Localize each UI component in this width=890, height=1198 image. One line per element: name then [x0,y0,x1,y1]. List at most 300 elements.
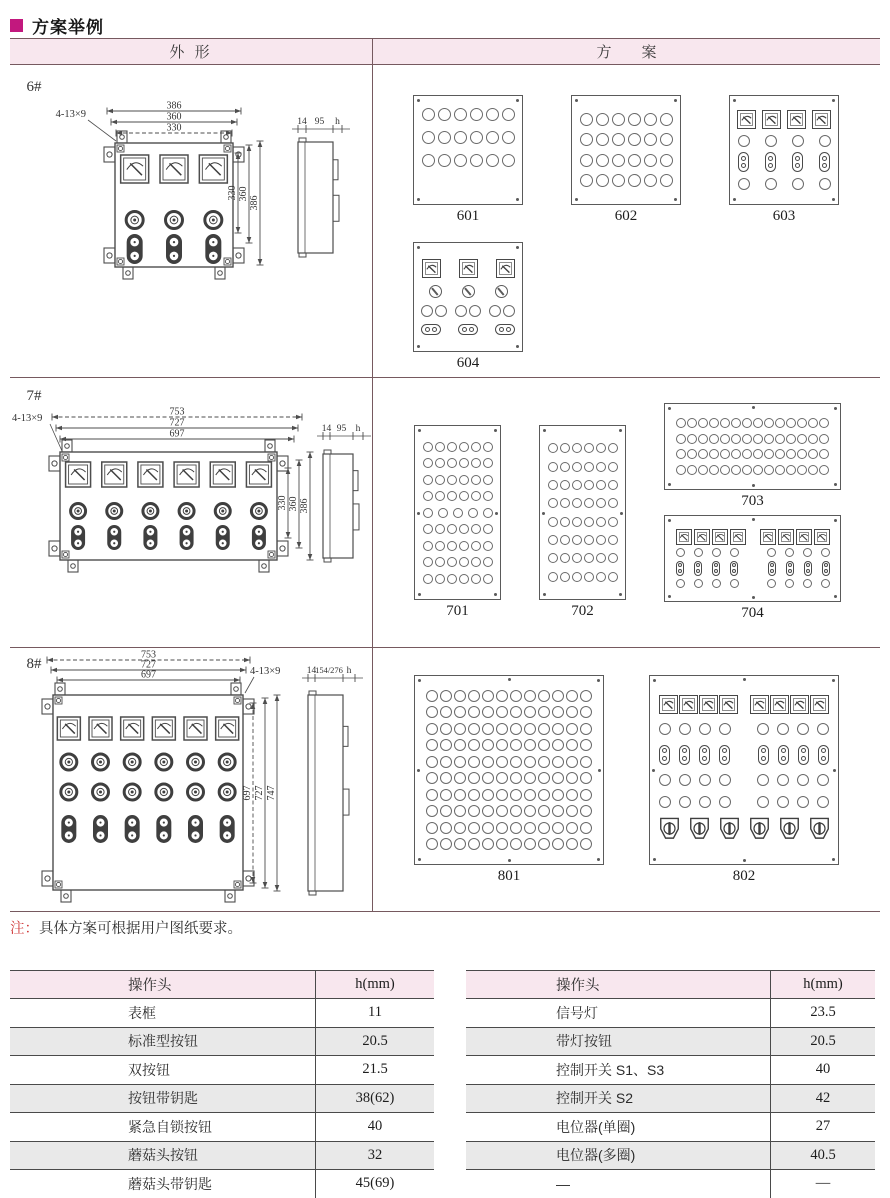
button-circle-icon [524,772,536,784]
button-circle-icon [440,838,452,850]
double-button-dot-icon [506,327,511,332]
double-button-dot-icon [499,327,504,332]
button-circle-icon [471,524,481,534]
scheme-row [423,756,595,768]
button-circle-icon [459,557,469,567]
meter-icon [712,529,728,545]
scheme-row [548,553,617,563]
button-circle-icon [786,434,796,444]
button-circle-icon [471,442,481,452]
svg-text:4-13×9: 4-13×9 [55,109,86,120]
svg-text:360: 360 [166,111,182,123]
table-cell-value: 21.5 [315,1056,434,1084]
table-row [466,1113,875,1142]
double-button-dot-icon [761,748,766,753]
button-circle-icon [797,796,809,808]
outline-drawing-7 [10,378,372,648]
button-circle-icon [435,524,445,534]
button-circle-icon [454,838,466,850]
scheme-rows [415,676,603,864]
svg-text:697: 697 [141,669,156,681]
button-circle-icon [584,480,594,490]
button-circle-icon [580,739,592,751]
button-circle-icon [566,805,578,817]
button-circle-icon [447,574,457,584]
scheme-panel-701 [414,425,501,600]
button-circle-icon [426,789,438,801]
button-circle-icon [660,113,673,126]
button-circle-icon [699,796,711,808]
schemes-cell [372,648,880,911]
button-circle-icon [566,723,578,735]
svg-text:330: 330 [227,185,238,201]
scheme-row [673,548,832,557]
button-circle-icon [538,756,550,768]
table-row [10,1142,434,1171]
scheme-row [658,796,830,808]
rotary-switch-icon [779,817,800,845]
button-circle-icon [712,548,721,557]
button-circle-icon [584,572,594,582]
button-circle-icon [764,449,774,459]
meter-icon [679,695,698,714]
button-circle-icon [572,443,582,453]
button-circle-icon [471,475,481,485]
button-circle-icon [676,548,685,557]
button-circle-icon [608,535,618,545]
schemes-cell [372,378,880,647]
rotary-switch-icon [749,817,770,845]
meter-icon [496,259,515,278]
button-circle-icon [510,822,522,834]
table-cell-label: 控制开关 S1、S3 [556,1061,665,1078]
button-circle-icon [731,434,741,444]
scheme-row [738,135,830,147]
button-circle-icon [808,434,818,444]
button-circle-icon [435,475,445,485]
button-circle-icon [459,442,469,452]
button-circle-icon [538,822,550,834]
button-circle-icon [765,135,777,147]
button-circle-icon [459,491,469,501]
button-circle-icon [435,541,445,551]
scheme-row [423,508,492,518]
button-circle-icon [596,553,606,563]
outline-cell [10,378,372,647]
selector-switch-icon [429,285,442,298]
scheme-row [422,108,514,121]
button-circle-icon [687,449,697,459]
button-circle-icon [730,548,739,557]
button-circle-icon [459,524,469,534]
button-circle-icon [628,113,641,126]
table-cell-value: 11 [315,999,434,1027]
button-circle-icon [459,475,469,485]
button-circle-icon [510,789,522,801]
button-circle-icon [468,756,480,768]
button-circle-icon [566,789,578,801]
button-circle-icon [538,805,550,817]
scheme-row [548,462,617,472]
meter-icon [750,695,769,714]
scheme-row [423,574,492,584]
svg-text:154/276: 154/276 [315,665,343,675]
button-circle-icon [502,108,515,121]
button-circle-icon [738,135,750,147]
button-circle-icon [470,154,483,167]
table-cell-label: 控制开关 S2 [556,1090,634,1107]
table-cell-label: 操作头 [556,978,600,994]
button-circle-icon [435,574,445,584]
double-button-icon [822,561,830,576]
button-circle-icon [524,838,536,850]
svg-text:14: 14 [321,424,332,434]
scheme-row [548,498,617,508]
button-circle-icon [596,443,606,453]
double-button-dot-icon [682,748,687,753]
button-circle-icon [548,553,558,563]
button-circle-icon [440,739,452,751]
button-circle-icon [644,154,657,167]
button-circle-icon [819,434,829,444]
svg-text:747: 747 [266,785,277,801]
scheme-row [658,774,830,786]
button-pair [489,305,515,317]
button-circle-icon [426,723,438,735]
button-circle-icon [742,449,752,459]
button-circle-icon [580,133,593,146]
button-circle-icon [510,805,522,817]
button-circle-icon [709,418,719,428]
scheme-panel-802 [649,675,839,865]
button-circle-icon [679,774,691,786]
button-circle-icon [720,434,730,444]
button-circle-icon [694,548,703,557]
button-circle-icon [742,465,752,475]
button-circle-icon [608,498,618,508]
svg-text:4-13×9: 4-13×9 [250,666,281,677]
scheme-caption: 701 [446,603,469,619]
button-circle-icon [596,133,609,146]
button-circle-icon [797,434,807,444]
svg-text:h: h [355,424,361,434]
double-button-dot-icon [662,756,667,761]
button-circle-icon [560,480,570,490]
button-circle-icon [482,706,494,718]
scheme-panel-801 [414,675,604,865]
double-button-icon [421,324,441,335]
button-circle-icon [679,723,691,735]
svg-text:14: 14 [297,117,307,127]
button-circle-icon [687,418,697,428]
button-circle-icon [496,772,508,784]
button-circle-icon [496,690,508,702]
double-button-icon [738,152,749,172]
svg-text:386: 386 [166,100,182,112]
double-button-dot-icon [696,563,700,567]
double-button-icon [458,324,478,335]
svg-text:386: 386 [249,195,260,211]
double-button-icon [730,561,738,576]
table-cell-value: 20.5 [770,1028,875,1056]
scheme-row [673,418,832,428]
button-circle-icon [817,723,829,735]
button-circle-icon [817,774,829,786]
button-circle-icon [786,449,796,459]
button-circle-icon [698,465,708,475]
scheme-row [548,443,617,453]
button-circle-icon [777,723,789,735]
button-circle-icon [560,572,570,582]
table-cell-label: 电位器(单圈) [556,1118,636,1135]
table-cell-label: 带灯按钮 [556,1033,612,1050]
button-circle-icon [596,462,606,472]
button-circle-icon [496,838,508,850]
scheme-rows [665,404,840,489]
double-button-dot-icon [469,327,474,332]
meter-icon [790,695,809,714]
button-circle-icon [510,772,522,784]
button-circle-icon [753,434,763,444]
table-cell-label: 信号灯 [556,1004,598,1021]
button-circle-icon [454,822,466,834]
button-circle-icon [580,723,592,735]
table-row [466,1056,875,1085]
meter-icon [699,695,718,714]
button-circle-icon [552,805,564,817]
scheme-row [738,178,830,190]
button-circle-icon [468,822,480,834]
button-circle-icon [454,706,466,718]
outline-drawing-6 [10,65,372,378]
button-circle-icon [482,756,494,768]
double-button-dot-icon [425,327,430,332]
table-cell-label: 按钮带钥匙 [128,1090,198,1107]
button-circle-icon [628,174,641,187]
button-circle-icon [596,517,606,527]
button-circle-icon [580,838,592,850]
button-circle-icon [785,548,794,557]
svg-text:7#: 7# [26,388,42,404]
svg-text:95: 95 [336,424,347,434]
button-circle-icon [644,113,657,126]
rotary-switch-icon [659,817,680,845]
button-circle-icon [821,548,830,557]
button-circle-icon [580,113,593,126]
button-circle-icon [797,723,809,735]
scheme-table-header [10,38,880,65]
button-circle-icon [440,756,452,768]
button-circle-icon [785,579,794,588]
button-circle-icon [608,443,618,453]
button-circle-icon [679,796,691,808]
operator-head-table-1 [10,970,434,1198]
button-circle-icon [423,491,433,501]
double-button-icon [804,561,812,576]
meter-icon [676,529,692,545]
table-cell-label: 蘑菇头带钥匙 [128,1175,212,1192]
button-circle-icon [596,572,606,582]
button-circle-icon [459,458,469,468]
scheme-rows [730,96,838,204]
button-circle-icon [753,465,763,475]
button-circle-icon [422,131,435,144]
button-circle-icon [454,756,466,768]
button-circle-icon [489,305,501,317]
scheme-panel-602 [571,95,681,205]
button-circle-icon [471,491,481,501]
button-circle-icon [584,498,594,508]
button-circle-icon [797,774,809,786]
button-circle-icon [757,723,769,735]
svg-text:330: 330 [166,122,182,134]
button-circle-icon [524,723,536,735]
button-circle-icon [560,443,570,453]
button-circle-icon [482,789,494,801]
double-button-icon [786,561,794,576]
table-cell-value: 42 [770,1085,875,1113]
double-button-dot-icon [702,756,707,761]
rotary-switch-icon [719,817,740,845]
button-circle-icon [447,458,457,468]
button-circle-icon [483,458,493,468]
svg-text:4-13×9: 4-13×9 [12,413,43,424]
double-button-dot-icon [732,563,736,567]
scheme-caption: 703 [741,493,764,509]
scheme-row [423,772,595,784]
svg-text:697: 697 [169,428,185,440]
button-circle-icon [596,174,609,187]
button-circle-icon [483,475,493,485]
meter-icon [814,529,830,545]
scheme-row [580,113,672,126]
button-circle-icon [720,418,730,428]
scheme-row [548,535,617,545]
double-button-dot-icon [824,569,828,573]
button-circle-icon [438,108,451,121]
scheme-row [423,557,492,567]
button-circle-icon [719,796,731,808]
button-circle-icon [426,822,438,834]
button-circle-icon [453,508,463,518]
button-circle-icon [552,723,564,735]
button-circle-icon [440,690,452,702]
rotary-switch-icon [689,817,710,845]
button-circle-icon [817,796,829,808]
button-circle-icon [486,108,499,121]
button-circle-icon [720,465,730,475]
scheme-row [423,475,492,485]
button-circle-icon [524,789,536,801]
button-circle-icon [496,756,508,768]
button-circle-icon [777,796,789,808]
button-circle-icon [738,178,750,190]
button-circle-icon [426,805,438,817]
scheme-caption: 601 [456,208,480,224]
selector-switch-icon [462,285,475,298]
button-circle-icon [767,548,776,557]
button-circle-icon [423,508,433,518]
double-button-icon [819,152,830,172]
button-circle-icon [468,706,480,718]
scheme-row [673,579,832,588]
scheme-panel-703 [664,403,841,490]
button-circle-icon [560,517,570,527]
scheme-caption: 802 [732,868,756,884]
button-circle-icon [483,491,493,501]
scheme-panel-604 [413,242,523,352]
selector-switch-icon [495,285,508,298]
button-circle-icon [423,574,433,584]
button-circle-icon [552,822,564,834]
double-button-icon [798,745,809,765]
double-button-icon [712,561,720,576]
button-circle-icon [510,723,522,735]
scheme-panel-702 [539,425,626,600]
button-circle-icon [447,491,457,501]
scheme-row [548,517,617,527]
button-circle-icon [454,772,466,784]
scheme-rows [572,96,680,204]
button-circle-icon [808,465,818,475]
double-button-dot-icon [801,748,806,753]
button-circle-icon [440,805,452,817]
button-circle-icon [422,154,435,167]
button-circle-icon [644,133,657,146]
button-circle-icon [792,178,804,190]
button-circle-icon [502,131,515,144]
button-circle-icon [468,805,480,817]
button-circle-icon [538,723,550,735]
table-cell-label: 紧急自锁按钮 [128,1118,212,1135]
scheme-table-row-7 [10,378,880,648]
scheme-rows [414,96,522,204]
meter-icon [760,529,776,545]
button-circle-icon [659,796,671,808]
button-circle-icon [435,458,445,468]
scheme-row [423,822,595,834]
button-circle-icon [538,838,550,850]
button-circle-icon [447,524,457,534]
double-button-dot-icon [702,748,707,753]
table-row [466,1028,875,1057]
button-circle-icon [765,178,777,190]
button-circle-icon [423,475,433,485]
table-cell-value: 20.5 [315,1028,434,1056]
scheme-row [423,524,492,534]
double-button-dot-icon [662,748,667,753]
meter-icon [459,259,478,278]
double-button-dot-icon [741,163,746,168]
svg-text:386: 386 [299,498,310,514]
button-circle-icon [524,739,536,751]
table-cell-label: 双按钮 [128,1061,170,1078]
svg-text:697: 697 [242,785,253,801]
double-button-dot-icon [714,563,718,567]
button-circle-icon [524,706,536,718]
table-row [466,1142,875,1171]
button-circle-icon [608,553,618,563]
button-circle-icon [580,805,592,817]
button-circle-icon [730,579,739,588]
double-button-dot-icon [806,563,810,567]
button-circle-icon [471,574,481,584]
scheme-row [423,442,492,452]
button-circle-icon [454,690,466,702]
button-circle-icon [584,517,594,527]
button-circle-icon [808,418,818,428]
button-pair [455,305,481,317]
